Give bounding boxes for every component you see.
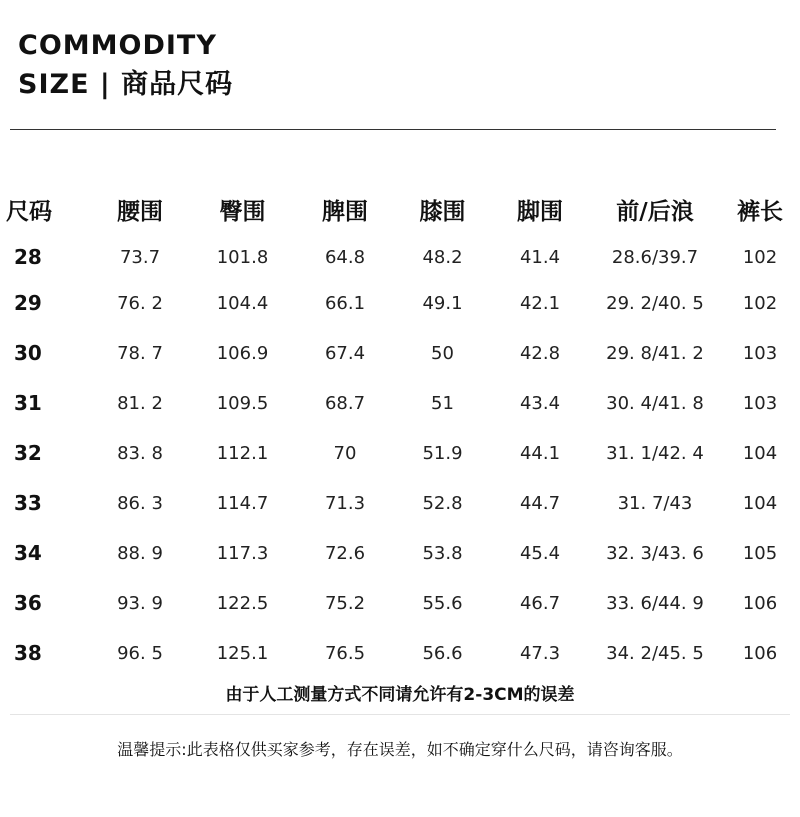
- hip-cell: 117.3: [216, 542, 269, 564]
- waist-cell: 93. 9: [117, 592, 163, 614]
- waist-cell: 73.7: [119, 246, 161, 268]
- hip-cell: 125.1: [216, 642, 269, 664]
- knee-cell: 53.8: [422, 542, 463, 564]
- thigh-cell: 72.6: [324, 542, 366, 564]
- column-header-hip: 臀围: [219, 198, 266, 225]
- table-row: [0, 428, 800, 478]
- measurement-note: 由于人工测量方式不同请允许有2-3CM的误差: [225, 685, 575, 705]
- thigh-cell: 66.1: [324, 292, 366, 314]
- size-cell: 38: [14, 641, 42, 665]
- waist-cell: 78. 7: [117, 342, 163, 364]
- length-cell: 103: [742, 392, 778, 414]
- thigh-cell: 70: [333, 442, 357, 464]
- column-header-hem: 脚围: [517, 198, 563, 225]
- hem-cell: 47.3: [519, 642, 561, 664]
- table-row: [0, 528, 800, 578]
- size-cell: 32: [14, 441, 42, 465]
- knee-cell: 51.9: [422, 442, 463, 464]
- length-cell: 102: [742, 246, 778, 268]
- size-table: [0, 182, 800, 678]
- knee-cell: 49.1: [422, 292, 463, 314]
- knee-cell: 51: [431, 392, 454, 414]
- column-header-thigh: 脾围: [322, 198, 368, 225]
- hem-cell: 45.4: [519, 542, 561, 564]
- rise-cell: 31. 1/42. 4: [606, 442, 704, 464]
- column-header-rise: 前/后浪: [616, 198, 694, 225]
- hip-cell: 122.5: [216, 592, 269, 614]
- title-commodity: COMMODITY: [18, 30, 217, 61]
- size-tip: 温馨提示:此表格仅供买家参考，存在误差，如不确定穿什么尺码，请咨询客服。: [117, 740, 683, 759]
- table-row: [0, 478, 800, 528]
- thigh-cell: 64.8: [324, 246, 366, 268]
- hem-cell: 42.8: [519, 342, 561, 364]
- hip-cell: 101.8: [216, 246, 269, 268]
- table-row: [0, 328, 800, 378]
- hem-cell: 44.1: [519, 442, 561, 464]
- rise-cell: 34. 2/45. 5: [606, 642, 704, 664]
- waist-cell: 76. 2: [117, 292, 163, 314]
- length-cell: 104: [742, 442, 778, 464]
- rise-cell: 31. 7/43: [617, 492, 693, 514]
- knee-cell: 56.6: [422, 642, 463, 664]
- thigh-cell: 71.3: [324, 492, 366, 514]
- size-cell: 36: [14, 591, 42, 615]
- size-cell: 33: [14, 491, 42, 515]
- knee-cell: 48.2: [422, 246, 463, 268]
- waist-cell: 88. 9: [117, 542, 163, 564]
- divider-bottom: [10, 714, 790, 715]
- rise-cell: 28.6/39.7: [611, 246, 699, 268]
- knee-cell: 52.8: [422, 492, 463, 514]
- thigh-cell: 67.4: [324, 342, 366, 364]
- table-header-row: [0, 182, 800, 236]
- hip-cell: 112.1: [216, 442, 269, 464]
- divider-top: [10, 129, 776, 130]
- rise-cell: 30. 4/41. 8: [606, 392, 704, 414]
- thigh-cell: 76.5: [324, 642, 366, 664]
- size-cell: 30: [14, 341, 42, 365]
- table-row: [0, 378, 800, 428]
- column-header-length: 裤长: [737, 198, 783, 225]
- waist-cell: 96. 5: [117, 642, 163, 664]
- table-row: [0, 628, 800, 678]
- table-row: [0, 236, 800, 278]
- size-cell: 34: [14, 541, 42, 565]
- hem-cell: 44.7: [519, 492, 561, 514]
- size-cell: 29: [14, 291, 42, 315]
- hip-cell: 114.7: [216, 492, 269, 514]
- hip-cell: 109.5: [216, 392, 269, 414]
- thigh-cell: 75.2: [324, 592, 366, 614]
- knee-cell: 50: [431, 342, 454, 364]
- hem-cell: 42.1: [519, 292, 561, 314]
- length-cell: 106: [742, 642, 778, 664]
- length-cell: 104: [742, 492, 778, 514]
- knee-cell: 55.6: [422, 592, 463, 614]
- rise-cell: 33. 6/44. 9: [606, 592, 704, 614]
- length-cell: 103: [742, 342, 778, 364]
- column-header-waist: 腰围: [117, 198, 163, 225]
- hem-cell: 41.4: [519, 246, 561, 268]
- rise-cell: 32. 3/43. 6: [606, 542, 704, 564]
- waist-cell: 83. 8: [117, 442, 163, 464]
- hem-cell: 43.4: [519, 392, 561, 414]
- title-size: SIZE | 商品尺码: [18, 69, 234, 100]
- column-header-size: 尺码: [6, 198, 52, 225]
- length-cell: 102: [742, 292, 778, 314]
- rise-cell: 29. 2/40. 5: [606, 292, 704, 314]
- table-row: [0, 278, 800, 328]
- table-row: [0, 578, 800, 628]
- hip-cell: 104.4: [216, 292, 269, 314]
- length-cell: 106: [742, 592, 778, 614]
- length-cell: 105: [742, 542, 778, 564]
- waist-cell: 81. 2: [117, 392, 163, 414]
- hip-cell: 106.9: [216, 342, 269, 364]
- size-cell: 31: [14, 391, 42, 415]
- column-header-knee: 膝围: [419, 198, 466, 225]
- hem-cell: 46.7: [519, 592, 561, 614]
- size-cell: 28: [14, 245, 42, 269]
- waist-cell: 86. 3: [117, 492, 163, 514]
- thigh-cell: 68.7: [324, 392, 366, 414]
- rise-cell: 29. 8/41. 2: [606, 342, 704, 364]
